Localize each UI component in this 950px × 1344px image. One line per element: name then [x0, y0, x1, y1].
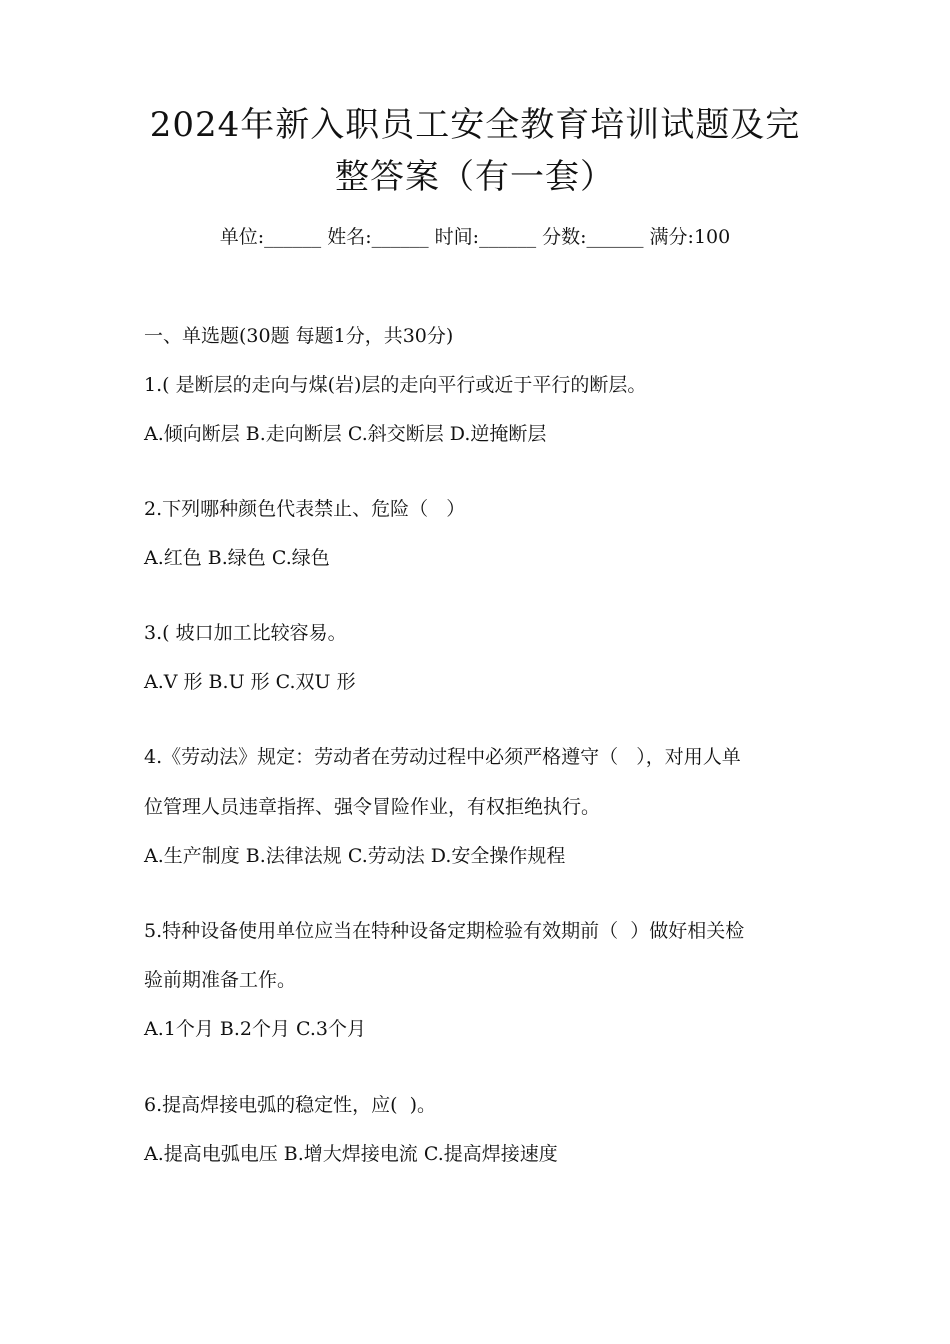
question-4-options: A.生产制度 B.法律法规 C.劳动法 D.安全操作规程 — [144, 845, 566, 867]
document-title-line-2: 整答案（有一套） — [335, 157, 615, 197]
question-1-stem: 1.( 是断层的走向与煤(岩)层的走向平行或近于平行的断层。 — [144, 374, 647, 396]
question-3-options: A.V 形 B.U 形 C.双U 形 — [144, 671, 356, 693]
question-2-stem: 2.下列哪种颜色代表禁止、危险（ ） — [144, 498, 466, 520]
question-1-options: A.倾向断层 B.走向断层 C.斜交断层 D.逆掩断层 — [144, 423, 547, 445]
document-title-line-1: 2024年新入职员工安全教育培训试题及完 — [149, 105, 801, 145]
question-3-stem: 3.( 坡口加工比较容易。 — [144, 622, 347, 644]
question-4-stem-line-1: 4.《劳动法》规定：劳动者在劳动过程中必须严格遵守（ ），对用人单 — [144, 746, 741, 768]
exam-info-fields: 单位:______ 姓名:______ 时间:______ 分数:______ 满分:100 — [219, 226, 731, 248]
question-2-options: A.红色 B.绿色 C.绿色 — [144, 547, 330, 569]
question-6-stem: 6.提高焊接电弧的稳定性，应( )。 — [144, 1094, 437, 1116]
question-5-stem-line-1: 5.特种设备使用单位应当在特种设备定期检验有效期前（ ）做好相关检 — [144, 920, 745, 942]
question-4-stem-line-2: 位管理人员违章指挥、强令冒险作业，有权拒绝执行。 — [144, 796, 601, 818]
question-5-stem-line-2: 验前期准备工作。 — [144, 969, 297, 991]
question-6-options: A.提高电弧电压 B.增大焊接电流 C.提高焊接速度 — [144, 1143, 558, 1165]
question-5-options: A.1个月 B.2个月 C.3个月 — [144, 1018, 367, 1040]
section-heading: 一、单选题(30题 每题1分，共30分) — [144, 325, 454, 347]
